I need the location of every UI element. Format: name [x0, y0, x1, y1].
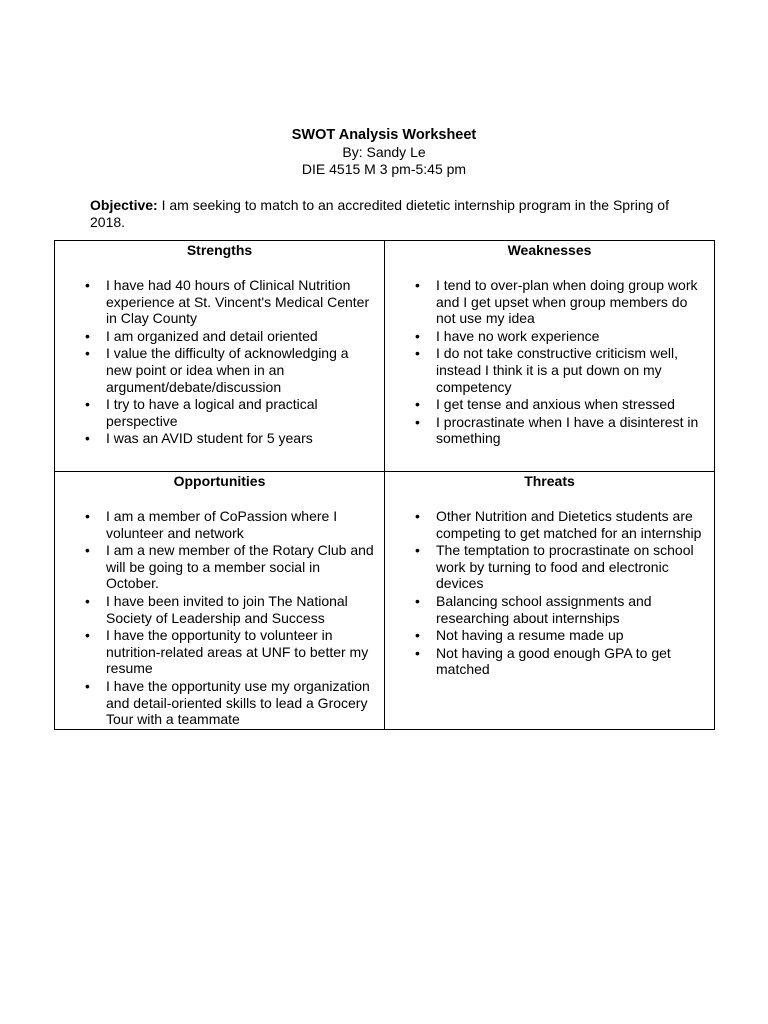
opportunities-heading: Opportunities [173, 473, 266, 489]
document-title: SWOT Analysis Worksheet [291, 127, 477, 143]
list-item: • I get tense and anxious when stressed [436, 396, 706, 413]
list-item: • Other Nutrition and Dietetics students are competing to get matched for an internship [436, 508, 706, 541]
opportunities-cell [55, 472, 385, 730]
list-item: • I procrastinate when I have a disinterest in something [436, 414, 706, 447]
list-item: • I do not take constructive criticism well, instead I think it is a put down on my competency [436, 345, 706, 395]
course-line: DIE 4515 M 3 pm-5:45 pm [301, 161, 467, 177]
list-item: • I value the difficulty of acknowledging a new point or idea when in an argument/debate/discussion [106, 345, 376, 395]
list-item: • Balancing school assignments and researching about internships [436, 593, 706, 626]
list-item: • I am a member of CoPassion where I volunteer and network [106, 508, 376, 541]
objective-paragraph [90, 197, 690, 231]
list-item: • The temptation to procrastinate on school work by turning to food and electronic devices [436, 542, 706, 592]
threats-list [385, 508, 714, 678]
strengths-cell [55, 241, 385, 472]
list-item: • Not having a resume made up [436, 627, 706, 644]
list-item: • I am organized and detail oriented [106, 328, 376, 345]
list-item: • I have the opportunity to volunteer in nutrition-related areas at UNF to better my resume [106, 627, 376, 677]
list-item: • Not having a good enough GPA to get matched [436, 645, 706, 678]
list-item: • I tend to over-plan when doing group work and I get upset when group members do not use my idea [436, 277, 706, 327]
strengths-heading: Strengths [186, 242, 253, 258]
swot-row-top [55, 241, 715, 472]
threats-heading: Threats [524, 473, 575, 489]
opportunities-list [55, 508, 384, 728]
list-item: • I have the opportunity use my organization and detail-oriented skills to lead a Grocery Tour with a teammate [106, 678, 376, 728]
weaknesses-list [385, 277, 714, 447]
list-item: • I have had 40 hours of Clinical Nutrition experience at St. Vincent's Medical Center in Clay County [106, 277, 376, 327]
swot-row-bottom [55, 472, 715, 730]
swot-table [54, 240, 715, 730]
threats-cell [385, 472, 715, 730]
objective-label: Objective: [90, 197, 158, 213]
list-item: • I try to have a logical and practical perspective [106, 396, 376, 429]
author-line: By: Sandy Le [342, 144, 426, 160]
list-item: • I have been invited to join The National Society of Leadership and Success [106, 593, 376, 626]
document-header [0, 127, 768, 178]
list-item: • I am a new member of the Rotary Club and will be going to a member social in October. [106, 542, 376, 592]
list-item: • I have no work experience [436, 328, 706, 345]
strengths-list [55, 277, 384, 447]
list-item: • I was an AVID student for 5 years [106, 430, 376, 447]
objective-text: I am seeking to match to an accredited dietetic internship program in the Spring of 2018. [90, 197, 669, 230]
weaknesses-heading: Weaknesses [507, 242, 592, 258]
weaknesses-cell [385, 241, 715, 472]
